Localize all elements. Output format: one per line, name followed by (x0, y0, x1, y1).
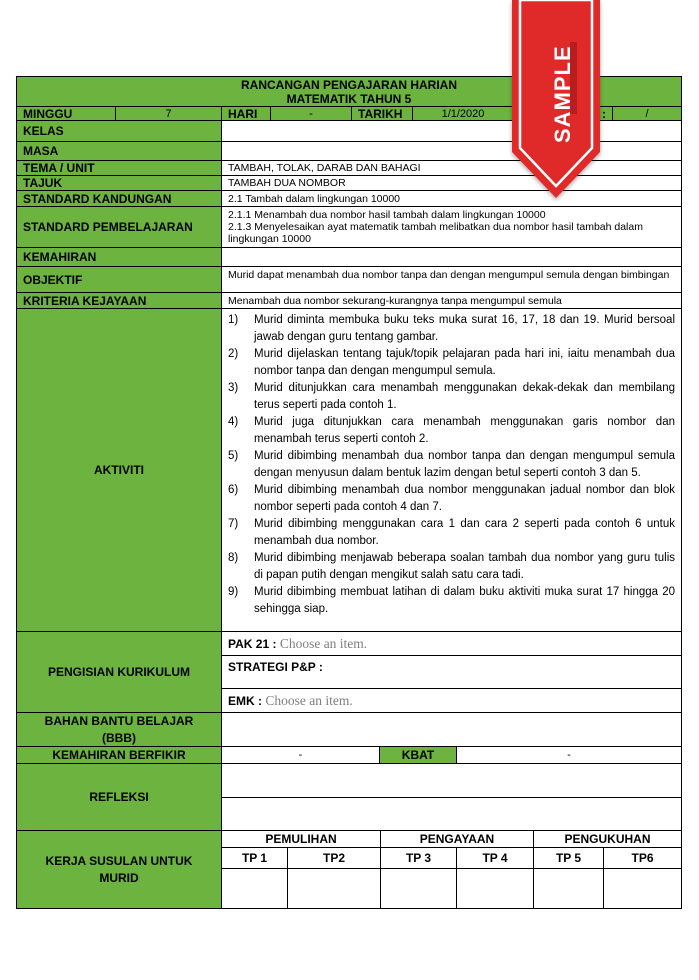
sp-value-2: 2.1.3 Menyelesaikan ayat matematik tambah melibatkan dua nombor hasil tambah dalam lingkungan 10000 (228, 221, 643, 245)
tema-value: TAMBAH, TOLAK, DARAB DAN BAHAGI (221, 160, 682, 176)
minggu-label: MINGGU (16, 106, 116, 121)
aktiviti-item-number: 5) (228, 450, 239, 462)
aktiviti-list (222, 312, 675, 618)
aktiviti-item-text: Murid ditunjukkan cara menambah menggunakan dekak-dekak dan membilang terus seperti pada contoh 1. (254, 382, 675, 411)
tp-cell-4[interactable] (456, 868, 534, 909)
sp-value-1: 2.1.1 Menambah dua nombor hasil tambah dalam lingkungan 10000 (228, 209, 546, 221)
emk-select[interactable]: Choose an item. (265, 692, 353, 708)
doc-subtitle: MATEMATIK TAHUN 5 (286, 91, 412, 106)
sk-label: STANDARD KANDUNGAN (16, 190, 222, 207)
masa-value[interactable] (221, 141, 682, 161)
susulan-label-2: MURID (99, 870, 139, 885)
aktiviti-item (222, 584, 675, 618)
aktiviti-item-number: 6) (228, 484, 239, 496)
emk-field[interactable] (221, 688, 682, 713)
aktiviti-item-text: Murid dibimbing menggunakan cara 1 dan cara 2 seperti pada contoh 6 untuk menambah dua nombor. (254, 518, 675, 547)
strategi-label: STRATEGI P&P : (228, 660, 323, 674)
aktiviti-item-number: 1) (228, 314, 239, 326)
tajuk-label: TAJUK (16, 175, 222, 191)
kbat-label: KBAT (379, 746, 457, 764)
hari-value: - (270, 106, 352, 121)
aktiviti-item (222, 380, 675, 414)
kriteria-label: KRITERIA KEJAYAAN (16, 292, 222, 309)
tp-header-4: TP 4 (456, 847, 534, 869)
susulan-label (16, 830, 222, 909)
aktiviti-label: AKTIVITI (16, 308, 222, 632)
tp-header-6: TP6 (603, 847, 682, 869)
sk-value: 2.1 Tambah dalam lingkungan 10000 (221, 190, 682, 207)
kurikulum-label: PENGISIAN KURIKULUM (16, 631, 222, 713)
aktiviti-item-number: 3) (228, 382, 239, 394)
pak21-field[interactable] (221, 631, 682, 656)
objektif-label: OBJEKTIF (16, 266, 222, 293)
tp-header-2: TP2 (287, 847, 381, 869)
aktiviti-item (222, 448, 675, 482)
minggu-value: 7 (115, 106, 222, 121)
kemahiran-value[interactable] (221, 247, 682, 267)
kelas-value[interactable] (221, 120, 682, 142)
tarikh-value: 1/1/2020 (412, 106, 514, 121)
tarikh-label: TARIKH (351, 106, 413, 121)
group-pengayaan: PENGAYAAN (380, 830, 534, 848)
tp-cell-2[interactable] (287, 868, 381, 909)
aktiviti-item-number: 9) (228, 586, 239, 598)
tp-cell-5[interactable] (533, 868, 604, 909)
berfikir-label: KEMAHIRAN BERFIKIR (16, 746, 222, 764)
aktiviti-item (222, 482, 675, 516)
tema-label: TEMA / UNIT (16, 160, 222, 176)
aktiviti-content (221, 308, 682, 632)
tp-cell-6[interactable] (603, 868, 682, 909)
kelas-label: KELAS (16, 120, 222, 142)
aktiviti-item-number: 7) (228, 518, 239, 530)
kriteria-value: Menambah dua nombor sekurang-kurangnya tanpa mengumpul semula (221, 292, 682, 309)
bbb-value[interactable] (221, 712, 682, 747)
pak21-label: PAK 21 : (228, 636, 277, 651)
tp-header-1: TP 1 (221, 847, 288, 869)
pak21-select[interactable]: Choose an item. (279, 635, 368, 651)
refleksi-line-2[interactable] (221, 797, 682, 831)
aktiviti-item-text: Murid dijelaskan tentang tajuk/topik pelajaran pada hari ini, iaitu menambah dua nombor tanpa dan dengan mengumpul semula. (254, 348, 675, 377)
group-pemulihan: PEMULIHAN (221, 830, 381, 848)
sample-stamp-text: SAMPLE (550, 45, 575, 143)
tp-cell-3[interactable] (380, 868, 457, 909)
hari-label: HARI (221, 106, 271, 121)
aktiviti-item (222, 516, 675, 550)
aktiviti-item-number: 2) (228, 348, 239, 360)
bbb-label (16, 712, 222, 747)
group-pengukuhan: PENGUKUHAN (533, 830, 682, 848)
aktiviti-item-text: Murid diminta membuka buku teks muka surat 16, 17, 18 dan 19. Murid bersoal jawab dengan guru tentang gambar. (254, 314, 675, 343)
kbat-value: - (456, 746, 682, 764)
aktiviti-item-text: Murid dibimbing membuat latihan di dalam buku aktiviti muka surat 17 hingga 20 sehingga siap. (254, 586, 675, 615)
sp-value (221, 206, 682, 248)
info-extra-value: / (612, 106, 682, 121)
aktiviti-item-number: 8) (228, 552, 239, 564)
info-extra-colon: : (602, 106, 606, 121)
refleksi-line-1[interactable] (221, 763, 682, 798)
masa-label: MASA (16, 141, 222, 161)
aktiviti-item (222, 346, 675, 380)
tp-header-5: TP 5 (533, 847, 604, 869)
tp-header-3: TP 3 (380, 847, 457, 869)
aktiviti-item-number: 4) (228, 416, 239, 428)
bbb-label-1: BAHAN BANTU BELAJAR (44, 713, 194, 728)
aktiviti-item (222, 312, 675, 346)
aktiviti-item (222, 550, 675, 584)
emk-label: EMK : (228, 693, 262, 708)
tp-cell-1[interactable] (221, 868, 288, 909)
kemahiran-label: KEMAHIRAN (16, 247, 222, 267)
berfikir-value: - (221, 746, 380, 764)
bbb-label-2: (BBB) (102, 730, 136, 745)
sp-label: STANDARD PEMBELAJARAN (16, 206, 222, 248)
aktiviti-item-text: Murid dibimbing menjawab beberapa soalan tambah dua nombor yang guru tulis di papan putih dengan mengikut salah satu cara tadi. (254, 552, 675, 581)
tajuk-value: TAMBAH DUA NOMBOR (221, 175, 682, 191)
strategi-field[interactable] (221, 655, 682, 689)
aktiviti-item-text: Murid juga ditunjukkan cara menambah menggunakan garis nombor dan menambah terus seperti contoh 2. (254, 416, 675, 445)
aktiviti-item-text: Murid dibimbing menambah dua nombor tanpa dan dengan mengumpul semula dengan menyusun dalam bentuk lazim dengan betul seperti contoh 3 dan 5. (254, 450, 675, 479)
doc-title: RANCANGAN PENGAJARAN HARIAN (240, 77, 457, 92)
aktiviti-item (222, 414, 675, 448)
refleksi-label: REFLEKSI (16, 763, 222, 831)
susulan-label-1: KERJA SUSULAN UNTUK (45, 853, 193, 868)
aktiviti-item-text: Murid dibimbing menambah dua nombor menggunakan jadual nombor dan blok nombor seperti pada contoh 4 dan 7. (254, 484, 675, 513)
objektif-value: Murid dapat menambah dua nombor tanpa dan dengan mengumpul semula dengan bimbingan (221, 266, 682, 293)
